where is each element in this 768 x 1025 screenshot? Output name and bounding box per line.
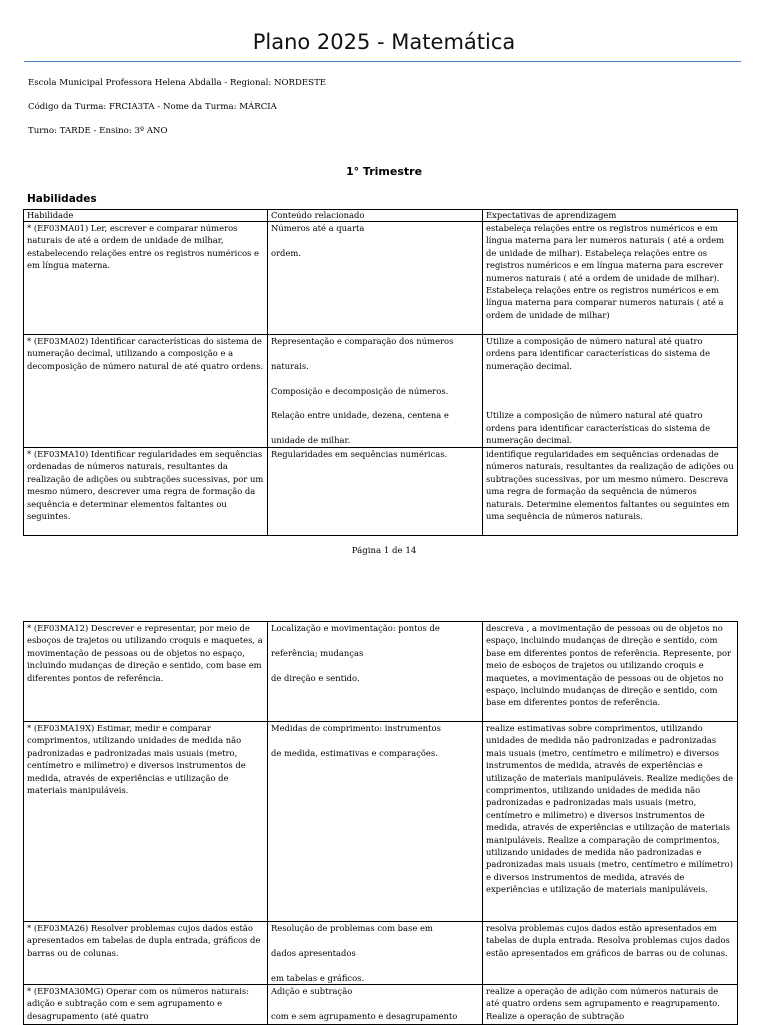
cell-habilidade: * (EF03MA26) Resolver problemas cujos dados estão apresentados em tabelas de dupla entrada, gráficos de barras ou de colunas.	[24, 922, 268, 985]
page-title: Plano 2025 - Matemática	[252, 30, 516, 54]
cell-conteudo: Localização e movimentação: pontos de referência; mudanças de direção e sentido.	[268, 622, 483, 722]
cell-expectativas: descreva , a movimentação de pessoas ou de objetos no espaço, incluindo mudanças de direção e sentido, com base em diferentes pontos de referência. Represente, por meio de esboços de trajetos ou utilizando croquis e maquetes, a movimentação de pessoas ou de objetos no espaço, incluindo mudanças de direção e sentido, com base em diferentes pontos de referência.	[483, 622, 738, 722]
cell-conteudo: Números até a quarta ordem.	[268, 222, 483, 335]
page-number: Página 1 de 14	[351, 546, 417, 556]
header-expectativas: Expectativas de aprendizagem	[483, 210, 738, 222]
table-row	[24, 985, 738, 1025]
page-separator	[0, 580, 768, 606]
cell-expectativas: realize a operação de adição com números naturais de até quatro ordens sem agrupamento e reagrupamento. Realize a operação de subtração	[483, 985, 738, 1025]
document-page-2	[0, 606, 768, 1024]
skills-table-page-1	[23, 209, 738, 536]
table-row	[24, 222, 738, 335]
table-row	[24, 448, 738, 536]
header-habilidade: Habilidade	[24, 210, 268, 222]
class-code-info: Código da Turma: FRCIA3TA - Nome da Turma: MÁRCIA	[28, 102, 277, 112]
cell-habilidade: * (EF03MA02) Identificar características do sistema de numeração decimal, utilizando a composição e a decomposição de número natural de até quatro ordens.	[24, 335, 268, 448]
cell-conteudo: Resolução de problemas com base em dados apresentados em tabelas e gráficos.	[268, 922, 483, 985]
trimester-heading: 1° Trimestre	[345, 165, 423, 178]
table-row	[24, 722, 738, 922]
skills-table-page-2	[23, 621, 738, 1025]
cell-expectativas: realize estimativas sobre comprimentos, utilizando unidades de medida não padronizadas e padronizadas mais usuais (metro, centímetro e milímetro) e diversos instrumentos de medida, através de experiências e utilização de materiais manipuláveis. Realize medições de comprimentos, utilizando unidades de medida não padronizadas e padronizadas mais usuais (metro, centímetro e milímetro) e diversos instrumentos de medida, através de experiências e utilização de materiais manipuláveis. Realize a comparação de comprimentos, utilizando unidades de medida não padronizadas e padronizadas mais usuais (metro, centímetro e milímetro) e diversos instrumentos de medida, através de experiências e utilização de materiais manipuláveis.	[483, 722, 738, 922]
school-info: Escola Municipal Professora Helena Abdalla - Regional: NORDESTE	[28, 78, 327, 88]
cell-conteudo: Representação e comparação dos números naturais. Composição e decomposição de números. Relação entre unidade, dezena, centena e unidade de milhar.	[268, 335, 483, 448]
cell-conteudo: Regularidades em sequências numéricas.	[268, 448, 483, 536]
table-row	[24, 335, 738, 448]
cell-habilidade: * (EF03MA12) Descrever e representar, por meio de esboços de trajetos ou utilizando croquis e maquetes, a movimentação de pessoas ou de objetos no espaço, incluindo mudanças de direção e sentido, com base em diferentes pontos de referência.	[24, 622, 268, 722]
cell-habilidade: * (EF03MA10) Identificar regularidades em sequências ordenadas de números naturais, resultantes da realização de adições ou subtrações sucessivas, por um mesmo número, descrever uma regra de formação da sequência e determinar elementos faltantes ou seguintes.	[24, 448, 268, 536]
table-header-row	[24, 210, 738, 222]
header-conteudo: Conteúdo relacionado	[268, 210, 483, 222]
cell-conteudo: Adição e subtração com e sem agrupamento e desagrupamento	[268, 985, 483, 1025]
cell-habilidade: * (EF03MA30MG) Operar com os números naturais: adição e subtração com e sem agrupamento e desagrupamento (até quatro	[24, 985, 268, 1025]
shift-info: Turno: TARDE - Ensino: 3º ANO	[28, 126, 168, 136]
cell-expectativas: Utilize a composição de número natural até quatro ordens para identificar características do sistema de numeração decimal. Utilize a composição de número natural até quatro ordens para identificar características do sistema de numeração decimal.	[483, 335, 738, 448]
cell-expectativas: identifique regularidades em sequências ordenadas de números naturais, resultantes da realização de adições ou subtrações sucessivas, por um mesmo número. Descreva uma regra de formação da sequência de números naturais. Determine elementos faltantes ou seguintes em uma sequência de números naturais.	[483, 448, 738, 536]
cell-expectativas: resolva problemas cujos dados estão apresentados em tabelas de dupla entrada. Resolva problemas cujos dados estão apresentados em gráficos de barras ou de colunas.	[483, 922, 738, 985]
cell-habilidade: * (EF03MA01) Ler, escrever e comparar números naturais de até a ordem de unidade de milhar, estabelecendo relações entre os registros numéricos e em língua materna.	[24, 222, 268, 335]
table-row	[24, 922, 738, 985]
cell-conteudo: Medidas de comprimento: instrumentos de medida, estimativas e comparações.	[268, 722, 483, 922]
title-underline	[24, 61, 741, 62]
table-row	[24, 622, 738, 722]
cell-expectativas: estabeleça relações entre os registros numéricos e em língua materna para ler numeros naturais ( até a ordem de unidade de milhar). Estabeleça relações entre os registros numéricos e em língua materna para escrever numeros naturais ( até a ordem de unidade de milhar). Estabeleça relações entre os registros numéricos e em língua materna para comparar numeros naturais ( até a ordem de unidade de milhar)	[483, 222, 738, 335]
habilidades-heading: Habilidades	[27, 193, 97, 205]
cell-habilidade: * (EF03MA19X) Estimar, medir e comparar comprimentos, utilizando unidades de medida não padronizadas e padronizadas mais usuais (metro, centímetro e milímetro) e diversos instrumentos de medida, através de experiências e utilização de materiais manipuláveis.	[24, 722, 268, 922]
